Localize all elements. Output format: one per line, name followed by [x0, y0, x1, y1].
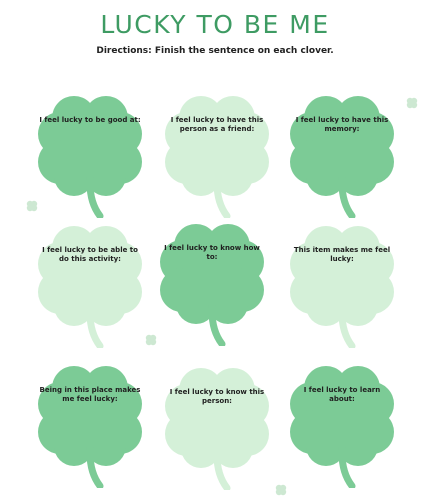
directions-text: Directions: Finish the sentence on each clover. — [96, 46, 334, 56]
small-clover-icon — [405, 95, 419, 109]
small-clover-icon — [274, 482, 288, 496]
clover-icon — [282, 218, 402, 348]
clover-4 — [30, 218, 150, 348]
clover-icon — [282, 358, 402, 488]
clover-icon — [30, 358, 150, 488]
clover-prompt: Being in this place makes me feel lucky: — [39, 386, 141, 403]
clover-2 — [157, 88, 277, 218]
clover-8 — [157, 360, 277, 490]
clover-5 — [152, 216, 272, 346]
clover-7 — [30, 358, 150, 488]
clover-9 — [282, 358, 402, 488]
clover-prompt: This item makes me feel lucky: — [293, 246, 391, 263]
small-clover-icon — [25, 198, 39, 212]
clover-icon — [157, 360, 277, 490]
clover-icon — [30, 88, 150, 218]
clover-prompt: I feel lucky to have this person as a friend: — [170, 116, 264, 133]
clover-prompt: I feel lucky to have this memory: — [295, 116, 389, 133]
clover-icon — [30, 218, 150, 348]
clover-prompt: I feel lucky to be good at: — [39, 116, 141, 124]
small-clover-icon — [144, 332, 158, 346]
clover-6 — [282, 218, 402, 348]
clover-prompt: I feel lucky to know this person: — [169, 388, 265, 405]
clover-1 — [30, 88, 150, 218]
clover-prompt: I feel lucky to be able to do this activity: — [42, 246, 138, 263]
clover-prompt: I feel lucky to learn about: — [303, 386, 381, 403]
clover-icon — [282, 88, 402, 218]
clover-icon — [157, 88, 277, 218]
clover-icon — [152, 216, 272, 346]
clover-prompt: I feel lucky to know how to: — [164, 244, 260, 261]
clover-3 — [282, 88, 402, 218]
page-title: LUCKY TO BE ME — [100, 10, 330, 39]
